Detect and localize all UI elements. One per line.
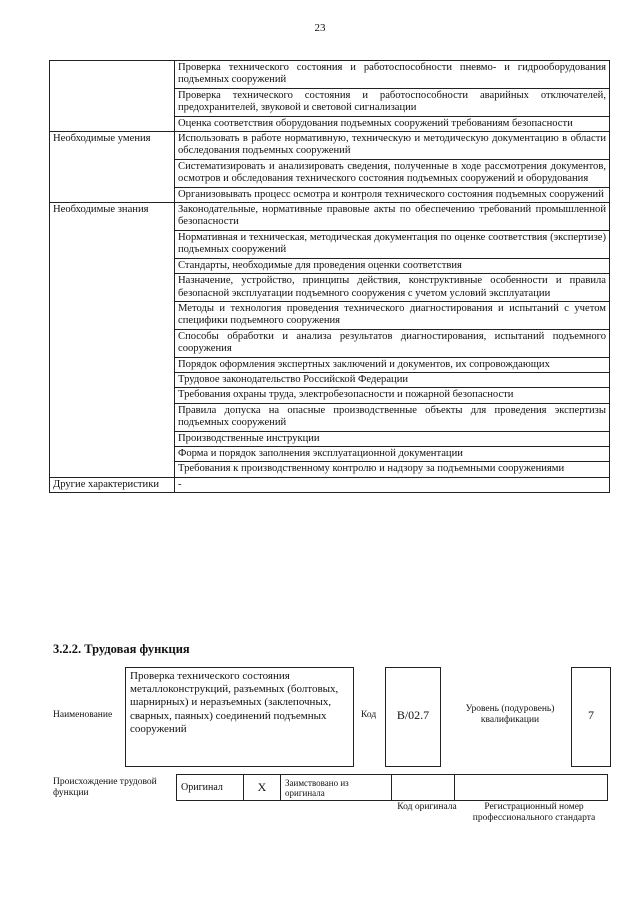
row-item: Форма и порядок заполнения эксплуатационной документации [175, 446, 610, 461]
row-item: Производственные инструкции [175, 431, 610, 446]
row-item: Порядок оформления экспертных заключений и документов, их сопровождающих [175, 357, 610, 372]
code-label: Код [361, 710, 377, 720]
row-item: Назначение, устройство, принципы действия, конструктивные особенности и правила безопасной эксплуатации подъемного сооружения с учетом условий эксплуатации [175, 274, 610, 302]
row-label: Необходимые знания [50, 203, 175, 478]
table-row [50, 132, 610, 160]
row-item: Правила допуска на опасные производственные объекты для проведения экспертизы подъемных сооружений [175, 403, 610, 431]
level-label: Уровень (подуровень) квалификации [465, 704, 555, 725]
row-label: Другие характеристики [50, 477, 175, 492]
origin-code-caption: Код оригинала [397, 802, 457, 812]
row-item: Проверка технического состояния и работоспособности аварийных отключателей, предохранителей, звуковой и световой сигнализации [175, 88, 610, 116]
level-box: 7 [571, 667, 611, 767]
origin-table [176, 774, 608, 801]
row-item: Проверка технического состояния и работоспособности пневмо- и гидрооборудования подъемных сооружений [175, 61, 610, 89]
competency-table [49, 60, 610, 493]
page-number: 23 [314, 22, 326, 34]
origin-code-cell [392, 775, 455, 801]
function-name-box: Проверка технического состояния металлоконструкций, разъемных (болтовых, шарнирных) и неразъемных (заклепочных, сварных, паяных) соединений подъемных сооружений [125, 667, 354, 767]
row-item: Систематизировать и анализировать сведения, полученные в ходе рассмотрения документов, осмотров и обследования технического состояния подъемных сооружений и оборудования [175, 159, 610, 187]
row-item: Способы обработки и анализа результатов диагностирования, испытаний подъемного сооружения [175, 329, 610, 357]
table-row [50, 477, 610, 492]
row-item: Трудовое законодательство Российской Федерации [175, 372, 610, 387]
row-label [50, 61, 175, 132]
row-item: Требования к производственному контролю и надзору за подъемными сооружениями [175, 462, 610, 477]
row-label: Необходимые умения [50, 132, 175, 203]
original-cell [177, 775, 244, 801]
section-title: 3.2.2. Трудовая функция [53, 642, 190, 656]
row-item: Нормативная и техническая, методическая документация по оценке соответствия (экспертизе) подъемных сооружений [175, 230, 610, 258]
row-item: Оценка соответствия оборудования подъемных сооружений требованиям безопасности [175, 116, 610, 131]
reg-number-caption: Регистрационный номер профессионального стандарта [472, 802, 596, 823]
borrowed-cell: Заимствовано из оригинала [281, 775, 392, 801]
original-mark-cell: X [244, 775, 281, 801]
table-row [50, 203, 610, 231]
row-item: Методы и технология проведения технического диагностирования и испытаний с учетом специфики подъемного сооружения [175, 301, 610, 329]
row-item: - [175, 477, 610, 492]
reg-number-cell [455, 775, 608, 801]
name-label: Наименование [53, 710, 113, 720]
row-item: Стандарты, необходимые для проведения оценки соответствия [175, 258, 610, 273]
function-code-box: B/02.7 [385, 667, 441, 767]
table-row [50, 61, 610, 89]
original-label: Оригинал [181, 782, 223, 793]
row-item: Законодательные, нормативные правовые акты по обеспечению требований промышленной безопасности [175, 203, 610, 231]
row-item: Организовывать процесс осмотра и контроля технического состояния подъемных сооружений [175, 187, 610, 202]
origin-label: Происхождение трудовой функции [53, 777, 157, 798]
row-item: Использовать в работе нормативную, техническую и методическую документацию в области обследования подъемных сооружений [175, 132, 610, 160]
row-item: Требования охраны труда, электробезопасности и пожарной безопасности [175, 388, 610, 403]
